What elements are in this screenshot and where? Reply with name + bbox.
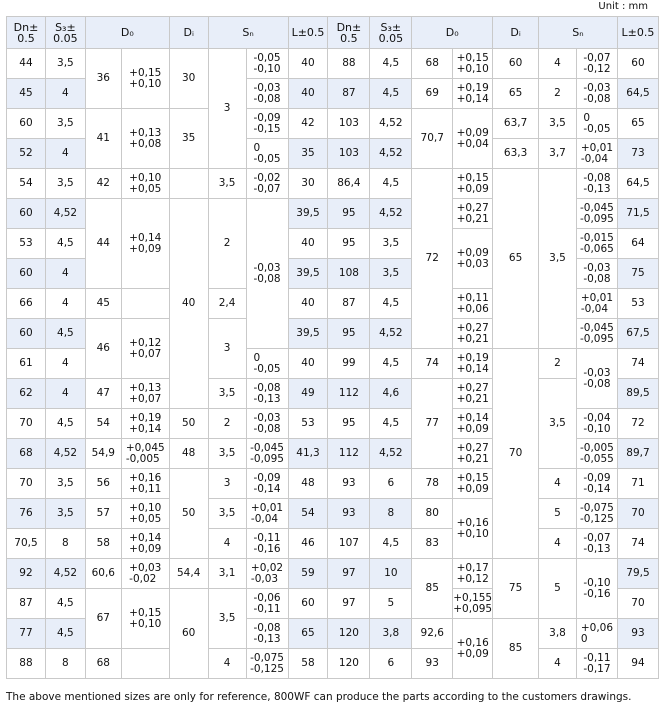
d0-tolerance-cell: +0,15 +0,09 <box>453 169 493 199</box>
length-cell: 48 <box>288 469 328 499</box>
dn-cell: 99 <box>328 349 370 379</box>
sn-cell: 3 <box>208 469 246 499</box>
sn-cell: 4 <box>208 649 246 679</box>
d0-cell: 56 <box>85 469 121 499</box>
sn-cell: 3,1 <box>208 559 246 589</box>
unit-label: Unit : mm <box>598 1 648 12</box>
length-cell: 74 <box>617 529 658 559</box>
sn-tolerance-cell: -0,08 -0,13 <box>246 379 288 409</box>
s3-cell: 4 <box>45 349 85 379</box>
sn-tolerance-cell: -0,03 -0,08 <box>576 259 617 289</box>
dn-cell: 97 <box>328 559 370 589</box>
s3-cell: 4,5 <box>45 409 85 439</box>
dn-cell: 93 <box>328 499 370 529</box>
dn-cell: 61 <box>7 349 46 379</box>
d0-tolerance-cell: +0,11 +0,06 <box>453 289 493 319</box>
column-header: Dn± 0.5 <box>328 17 370 49</box>
sn-cell: 2 <box>208 409 246 439</box>
d0-cell: 46 <box>85 319 121 379</box>
column-header: Dᵢ <box>493 17 539 49</box>
d0-cell: 47 <box>85 379 121 409</box>
dn-cell: 103 <box>328 109 370 139</box>
length-cell: 41,3 <box>288 439 328 469</box>
s3-cell: 5 <box>370 589 412 619</box>
sn-tolerance-cell: -0,04 -0,10 <box>576 409 617 439</box>
footnote: The above mentioned sizes are only for reference, 800WF can produce the parts according to the customers drawings. <box>6 691 632 703</box>
sn-tolerance-cell: -0,005 -0,055 <box>576 439 617 469</box>
d0-tolerance-cell: +0,19 +0,14 <box>453 79 493 109</box>
s3-cell: 3,5 <box>370 229 412 259</box>
s3-cell: 8 <box>45 529 85 559</box>
s3-cell: 4,5 <box>370 169 412 199</box>
s3-cell: 4,5 <box>370 79 412 109</box>
length-cell: 65 <box>288 619 328 649</box>
sn-cell: 3,5 <box>539 169 577 349</box>
table-row <box>7 469 659 499</box>
sn-cell: 3,5 <box>208 499 246 529</box>
d0-cell: 85 <box>412 559 453 619</box>
length-cell: 67,5 <box>617 319 658 349</box>
sn-tolerance-cell: -0,03 -0,08 <box>246 79 288 109</box>
length-cell: 40 <box>288 349 328 379</box>
dn-cell: 60 <box>7 259 46 289</box>
length-cell: 59 <box>288 559 328 589</box>
d0-cell: 54 <box>85 409 121 439</box>
di-cell: 65 <box>493 169 539 349</box>
d0-tolerance-cell: +0,16 +0,09 <box>453 619 493 679</box>
length-cell: 70 <box>617 589 658 619</box>
d0-cell: 83 <box>412 529 453 559</box>
length-cell: 89,7 <box>617 439 658 469</box>
s3-cell: 4,5 <box>45 589 85 619</box>
length-cell: 53 <box>617 289 658 319</box>
d0-cell: 80 <box>412 499 453 529</box>
length-cell: 39,5 <box>288 259 328 289</box>
sn-tolerance-cell: +0,01 -0,04 <box>576 139 617 169</box>
dn-cell: 120 <box>328 619 370 649</box>
length-cell: 40 <box>288 229 328 259</box>
d0-tolerance-cell: +0,13 +0,07 <box>121 379 169 409</box>
d0-tolerance-cell: +0,27 +0,21 <box>453 319 493 349</box>
d0-cell: 44 <box>85 199 121 289</box>
di-cell: 60 <box>493 49 539 79</box>
length-cell: 30 <box>288 169 328 199</box>
di-cell: 63,7 <box>493 109 539 139</box>
length-cell: 89,5 <box>617 379 658 409</box>
dn-cell: 76 <box>7 499 46 529</box>
sn-tolerance-cell: -0,03 -0,08 <box>246 409 288 439</box>
sn-tolerance-cell: -0,045 -0,095 <box>576 319 617 349</box>
di-cell: 30 <box>169 49 208 109</box>
length-cell: 70 <box>617 499 658 529</box>
sn-tolerance-cell: -0,11 -0,16 <box>246 529 288 559</box>
dn-cell: 107 <box>328 529 370 559</box>
s3-cell: 4,52 <box>45 559 85 589</box>
length-cell: 71,5 <box>617 199 658 229</box>
d0-cell: 77 <box>412 379 453 469</box>
dn-cell: 88 <box>7 649 46 679</box>
sn-tolerance-cell: +0,02 -0,03 <box>246 559 288 589</box>
sn-cell: 3,5 <box>539 379 577 469</box>
table-row <box>7 379 659 409</box>
length-cell: 71 <box>617 469 658 499</box>
table-row <box>7 499 659 529</box>
dn-cell: 112 <box>328 439 370 469</box>
dn-cell: 60 <box>7 199 46 229</box>
s3-cell: 10 <box>370 559 412 589</box>
d0-tolerance-cell: +0,15 +0,09 <box>453 469 493 499</box>
length-cell: 40 <box>288 289 328 319</box>
table-row <box>7 529 659 559</box>
d0-tolerance-cell: +0,17 +0,12 <box>453 559 493 589</box>
sn-tolerance-cell: -0,045 -0,095 <box>246 439 288 469</box>
d0-tolerance-cell: +0,09 +0,04 <box>453 109 493 169</box>
length-cell: 79,5 <box>617 559 658 589</box>
sn-cell: 5 <box>539 559 577 619</box>
sn-cell: 4 <box>539 469 577 499</box>
s3-cell: 4 <box>45 79 85 109</box>
column-header: S₃± 0.05 <box>45 17 85 49</box>
column-header: S₃± 0.05 <box>370 17 412 49</box>
dn-cell: 108 <box>328 259 370 289</box>
ring-dimensions-table <box>6 16 659 679</box>
d0-tolerance-cell: +0,14 +0,09 <box>453 409 493 439</box>
s3-cell: 8 <box>370 499 412 529</box>
s3-cell: 4,5 <box>45 619 85 649</box>
d0-cell: 45 <box>85 289 121 319</box>
dn-cell: 60 <box>7 109 46 139</box>
s3-cell: 6 <box>370 469 412 499</box>
dn-cell: 86,4 <box>328 169 370 199</box>
s3-cell: 3,5 <box>45 469 85 499</box>
sn-cell: 2 <box>539 79 577 109</box>
length-cell: 39,5 <box>288 199 328 229</box>
length-cell: 40 <box>288 49 328 79</box>
s3-cell: 6 <box>370 649 412 679</box>
d0-tolerance-cell: +0,27 +0,21 <box>453 199 493 229</box>
sn-tolerance-cell: -0,015 -0,065 <box>576 229 617 259</box>
d0-tolerance-cell: +0,12 +0,07 <box>121 319 169 379</box>
dn-cell: 95 <box>328 229 370 259</box>
length-cell: 73 <box>617 139 658 169</box>
dn-cell: 87 <box>328 289 370 319</box>
sn-cell: 3,5 <box>208 379 246 409</box>
dn-cell: 54 <box>7 169 46 199</box>
dn-cell: 87 <box>328 79 370 109</box>
sn-tolerance-cell: -0,10 -0,16 <box>576 559 617 619</box>
sn-cell: 3,5 <box>208 439 246 469</box>
d0-cell: 54,9 <box>85 439 121 469</box>
sn-cell: 3,5 <box>208 589 246 649</box>
d0-cell: 67 <box>85 589 121 649</box>
length-cell: 53 <box>288 409 328 439</box>
s3-cell: 4,5 <box>370 349 412 379</box>
s3-cell: 3,5 <box>45 109 85 139</box>
dn-cell: 70 <box>7 409 46 439</box>
sn-tolerance-cell: -0,09 -0,14 <box>246 469 288 499</box>
di-cell: 63,3 <box>493 139 539 169</box>
dn-cell: 66 <box>7 289 46 319</box>
length-cell: 54 <box>288 499 328 529</box>
dn-cell: 103 <box>328 139 370 169</box>
length-cell: 35 <box>288 139 328 169</box>
sn-tolerance-cell: -0,03 -0,08 <box>576 79 617 109</box>
sn-cell: 2 <box>208 199 246 289</box>
sn-tolerance-cell: -0,06 -0,11 <box>246 589 288 619</box>
s3-cell: 4,6 <box>370 379 412 409</box>
sn-tolerance-cell: 0 -0,05 <box>246 349 288 379</box>
table-row <box>7 559 659 589</box>
di-cell: 54,4 <box>169 559 208 589</box>
dn-cell: 120 <box>328 649 370 679</box>
d0-tolerance-cell <box>121 649 169 679</box>
s3-cell: 3,5 <box>45 169 85 199</box>
s3-cell: 3,5 <box>45 499 85 529</box>
dn-cell: 87 <box>7 589 46 619</box>
sn-cell: 4 <box>539 49 577 79</box>
s3-cell: 4,5 <box>370 289 412 319</box>
sn-cell: 3,5 <box>539 109 577 139</box>
dn-cell: 60 <box>7 319 46 349</box>
s3-cell: 4,5 <box>45 229 85 259</box>
s3-cell: 4,52 <box>370 109 412 139</box>
sn-tolerance-cell: -0,075 -0,125 <box>576 499 617 529</box>
di-cell: 65 <box>493 79 539 109</box>
s3-cell: 4 <box>45 379 85 409</box>
d0-tolerance-cell: +0,19 +0,14 <box>453 349 493 379</box>
length-cell: 65 <box>617 109 658 139</box>
d0-cell: 60,6 <box>85 559 121 589</box>
sn-tolerance-cell: -0,03 -0,08 <box>246 199 288 349</box>
dn-cell: 93 <box>328 469 370 499</box>
sn-tolerance-cell: -0,075 -0,125 <box>246 649 288 679</box>
sn-tolerance-cell: +0,06 0 <box>576 619 617 649</box>
s3-cell: 4,5 <box>45 319 85 349</box>
column-header: L±0.5 <box>288 17 328 49</box>
length-cell: 74 <box>617 349 658 379</box>
sn-tolerance-cell: -0,11 -0,17 <box>576 649 617 679</box>
sn-tolerance-cell: -0,07 -0,13 <box>576 529 617 559</box>
d0-tolerance-cell: +0,10 +0,05 <box>121 169 169 199</box>
s3-cell: 4,52 <box>45 199 85 229</box>
di-cell: 35 <box>169 109 208 169</box>
length-cell: 46 <box>288 529 328 559</box>
s3-cell: 4,52 <box>370 139 412 169</box>
d0-tolerance-cell: +0,16 +0,11 <box>121 469 169 499</box>
sn-tolerance-cell: -0,045 -0,095 <box>576 199 617 229</box>
dn-cell: 77 <box>7 619 46 649</box>
d0-cell: 36 <box>85 49 121 109</box>
length-cell: 60 <box>617 49 658 79</box>
header-row <box>7 17 659 49</box>
length-cell: 93 <box>617 619 658 649</box>
length-cell: 75 <box>617 259 658 289</box>
d0-cell: 70,7 <box>412 109 453 169</box>
sn-cell: 5 <box>539 499 577 529</box>
sn-tolerance-cell: -0,07 -0,12 <box>576 49 617 79</box>
sn-tolerance-cell: -0,09 -0,15 <box>246 109 288 139</box>
d0-cell: 42 <box>85 169 121 199</box>
dn-cell: 97 <box>328 589 370 619</box>
sn-cell: 3,5 <box>208 169 246 199</box>
column-header: D₀ <box>412 17 493 49</box>
s3-cell: 4,5 <box>370 409 412 439</box>
d0-tolerance-cell: +0,045 -0,005 <box>121 439 169 469</box>
sn-cell: 3 <box>208 49 246 169</box>
sn-tolerance-cell: -0,08 -0,13 <box>246 619 288 649</box>
s3-cell: 3,5 <box>370 259 412 289</box>
length-cell: 60 <box>288 589 328 619</box>
sn-tolerance-cell: -0,08 -0,13 <box>576 169 617 199</box>
d0-tolerance-cell <box>121 289 169 319</box>
table-row <box>7 109 659 139</box>
di-cell: 50 <box>169 469 208 559</box>
d0-tolerance-cell: +0,03 -0,02 <box>121 559 169 589</box>
sn-tolerance-cell: 0 -0,05 <box>576 109 617 139</box>
s3-cell: 4,52 <box>370 439 412 469</box>
table-row <box>7 49 659 79</box>
dn-cell: 70,5 <box>7 529 46 559</box>
di-cell: 75 <box>493 559 539 619</box>
d0-cell: 74 <box>412 349 453 379</box>
dn-cell: 44 <box>7 49 46 79</box>
s3-cell: 4 <box>45 259 85 289</box>
s3-cell: 4 <box>45 139 85 169</box>
dn-cell: 53 <box>7 229 46 259</box>
dn-cell: 95 <box>328 199 370 229</box>
d0-cell: 69 <box>412 79 453 109</box>
dn-cell: 70 <box>7 469 46 499</box>
column-header: Dᵢ <box>169 17 208 49</box>
table-row <box>7 649 659 679</box>
length-cell: 94 <box>617 649 658 679</box>
sn-tolerance-cell: -0,09 -0,14 <box>576 469 617 499</box>
s3-cell: 4,52 <box>370 319 412 349</box>
column-header: D₀ <box>85 17 169 49</box>
dn-cell: 62 <box>7 379 46 409</box>
di-cell: 40 <box>169 199 208 409</box>
d0-tolerance-cell: +0,10 +0,05 <box>121 499 169 529</box>
d0-tolerance-cell: +0,14 +0,09 <box>121 529 169 559</box>
dn-cell: 68 <box>7 439 46 469</box>
s3-cell: 4,5 <box>370 529 412 559</box>
sn-tolerance-cell: -0,03 -0,08 <box>576 349 617 409</box>
s3-cell: 4,52 <box>370 199 412 229</box>
d0-cell: 92,6 <box>412 619 453 649</box>
sn-cell: 3,8 <box>539 619 577 649</box>
s3-cell: 4,5 <box>370 49 412 79</box>
d0-tolerance-cell: +0,15 +0,10 <box>453 49 493 79</box>
sn-cell: 4 <box>208 529 246 559</box>
s3-cell: 8 <box>45 649 85 679</box>
s3-cell: 3,5 <box>45 49 85 79</box>
dn-cell: 88 <box>328 49 370 79</box>
length-cell: 64 <box>617 229 658 259</box>
d0-tolerance-cell: +0,14 +0,09 <box>121 199 169 289</box>
sn-cell: 3 <box>208 319 246 379</box>
di-cell: 70 <box>493 349 539 559</box>
column-header: L±0.5 <box>617 17 658 49</box>
length-cell: 42 <box>288 109 328 139</box>
sn-tolerance-cell: -0,02 -0,07 <box>246 169 288 199</box>
sn-tolerance-cell: +0,01 -0,04 <box>576 289 617 319</box>
d0-cell: 41 <box>85 109 121 169</box>
sn-cell: 4 <box>539 649 577 679</box>
d0-tolerance-cell: +0,27 +0,21 <box>453 379 493 409</box>
s3-cell: 3,8 <box>370 619 412 649</box>
length-cell: 39,5 <box>288 319 328 349</box>
d0-cell: 58 <box>85 529 121 559</box>
d0-cell: 57 <box>85 499 121 529</box>
sn-cell: 3,7 <box>539 139 577 169</box>
column-header: Sₙ <box>208 17 288 49</box>
dn-cell: 45 <box>7 79 46 109</box>
sn-cell: 2 <box>539 349 577 379</box>
d0-tolerance-cell: +0,15 +0,10 <box>121 589 169 649</box>
d0-cell: 78 <box>412 469 453 499</box>
length-cell: 49 <box>288 379 328 409</box>
di-cell: 85 <box>493 619 539 679</box>
dn-cell: 95 <box>328 319 370 349</box>
d0-tolerance-cell: +0,09 +0,03 <box>453 229 493 289</box>
sn-cell: 2,4 <box>208 289 246 319</box>
di-cell: 60 <box>169 589 208 679</box>
d0-tolerance-cell: +0,15 +0,10 <box>121 49 169 109</box>
sn-tolerance-cell: -0,05 -0,10 <box>246 49 288 79</box>
sn-cell: 4 <box>539 529 577 559</box>
length-cell: 72 <box>617 409 658 439</box>
length-cell: 40 <box>288 79 328 109</box>
s3-cell: 4 <box>45 289 85 319</box>
length-cell: 58 <box>288 649 328 679</box>
d0-tolerance-cell: +0,19 +0,14 <box>121 409 169 439</box>
length-cell: 64,5 <box>617 79 658 109</box>
sn-tolerance-cell: +0,01 -0,04 <box>246 499 288 529</box>
d0-tolerance-cell: +0,13 +0,08 <box>121 109 169 169</box>
d0-cell: 93 <box>412 649 453 679</box>
d0-cell: 68 <box>412 49 453 79</box>
sn-tolerance-cell: 0 -0,05 <box>246 139 288 169</box>
dn-cell: 52 <box>7 139 46 169</box>
di-cell <box>169 169 208 199</box>
column-header: Dn± 0.5 <box>7 17 46 49</box>
length-cell: 64,5 <box>617 169 658 199</box>
d0-cell: 72 <box>412 169 453 349</box>
d0-tolerance-cell: +0,155 +0,095 <box>453 589 493 619</box>
table-row <box>7 169 659 199</box>
d0-cell: 68 <box>85 649 121 679</box>
d0-tolerance-cell: +0,16 +0,10 <box>453 499 493 559</box>
di-cell: 48 <box>169 439 208 469</box>
di-cell: 50 <box>169 409 208 439</box>
dn-cell: 95 <box>328 409 370 439</box>
dn-cell: 112 <box>328 379 370 409</box>
dn-cell: 92 <box>7 559 46 589</box>
s3-cell: 4,52 <box>45 439 85 469</box>
column-header: Sₙ <box>539 17 618 49</box>
d0-tolerance-cell: +0,27 +0,21 <box>453 439 493 469</box>
